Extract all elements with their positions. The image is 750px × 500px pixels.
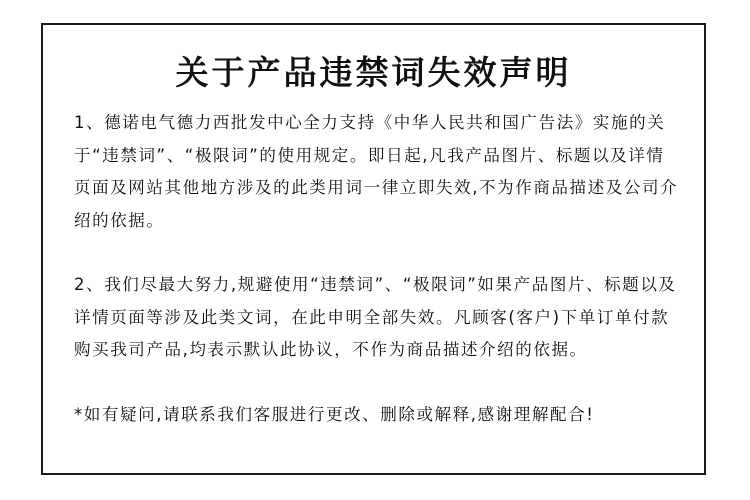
notice-title: 关于产品违禁词失效声明 — [175, 53, 572, 92]
clause-2: 2、我们尽最大努力,规避使用“违禁词”、“极限词”如果产品图片、标题以及详情页面等涉及此类文词，在此申明全部失效。凡顾客(客户)下单订单付款购买我司产品,均表示默认此协议，不作为商品描述介绍的依据。 — [74, 275, 677, 359]
notice-frame — [41, 23, 706, 475]
clause-1: 1、德诺电气德力西批发中心全力支持《中华人民共和国广告法》实施的关于“违禁词”、“极限词”的使用规定。即日起,凡我产品图片、标题以及详情页面及网站其他地方涉及的此类用词一律立即失效,不为作商品描述及公司介绍的依据。 — [74, 113, 679, 230]
paragraph-spacer — [74, 237, 680, 269]
contact-footnote: *如有疑问,请联系我们客服进行更改、删除或解释,感谢理解配合! — [74, 404, 595, 424]
notice-body — [74, 107, 680, 431]
paragraph-spacer — [74, 367, 680, 399]
